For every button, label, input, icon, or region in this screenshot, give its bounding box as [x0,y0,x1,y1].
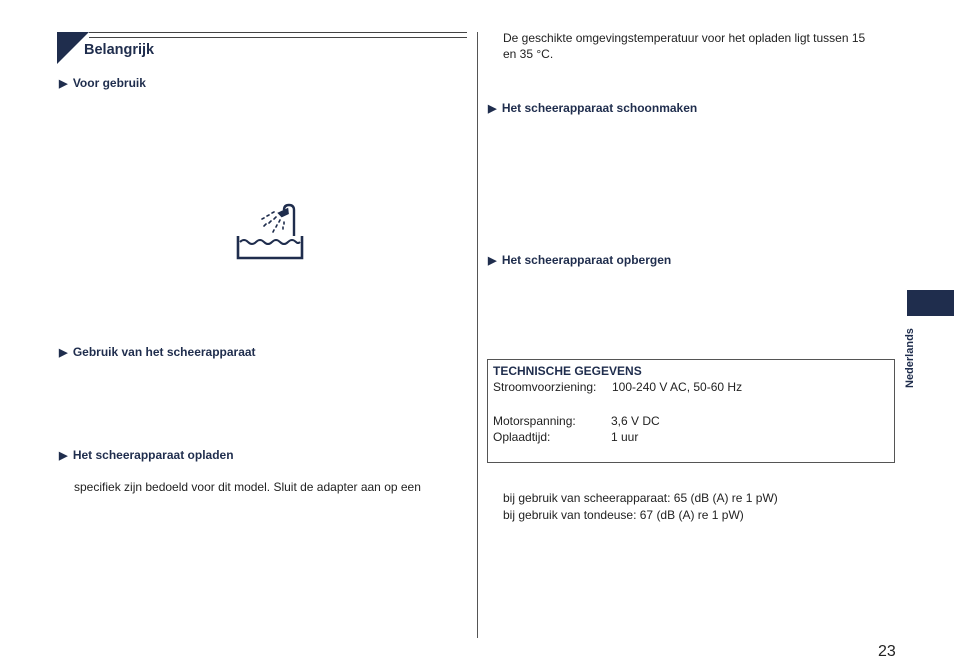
triangle-marker-icon: ▶ [488,255,497,267]
shower-bath-icon [234,202,306,264]
subheading-label: Gebruik van het scheerapparaat [72,345,256,359]
subheading-label: Het scheerapparaat opbergen [501,253,672,267]
subheading-schoonmaken [488,101,697,115]
specs-title: TECHNISCHE GEGEVENS [493,364,642,378]
noise-trimmer: bij gebruik van tondeuse: 67 (dB (A) re 1 pW) [503,508,744,522]
spec-row-charge-time [488,430,888,446]
section-heading-belangrijk: Belangrijk [84,42,155,58]
heading-rule-secondary [89,37,467,38]
triangle-marker-icon: ▶ [488,103,497,115]
column-divider [477,32,478,638]
triangle-marker-icon: ▶ [59,78,68,90]
spec-row-motor [488,414,888,430]
temperature-text-line-2: en 35 °C. [503,47,554,61]
spec-value: 100-240 V AC, 50-60 Hz [612,380,743,394]
heading-rule [89,32,467,33]
spec-value: 1 uur [611,430,639,444]
temperature-text-line-1: De geschikte omgevingstemperatuur voor het opladen ligt tussen 15 [503,31,866,45]
language-tab-marker [907,290,954,316]
page-number: 23 [878,643,896,660]
subheading-voor-gebruik [59,76,146,90]
subheading-label: Het scheerapparaat opladen [72,448,234,462]
triangle-marker-icon: ▶ [59,347,68,359]
technical-specs-box [487,359,895,463]
spec-label: Stroomvoorziening: [493,380,597,394]
subheading-gebruik [59,345,256,359]
triangle-marker-icon: ▶ [59,450,68,462]
subheading-label: Voor gebruik [72,76,146,90]
spec-label: Oplaadtijd: [493,430,551,444]
subheading-opbergen [488,253,671,267]
spec-value: 3,6 V DC [611,414,660,428]
language-tab-label: Nederlands [904,328,916,388]
subheading-opladen [59,448,234,462]
spec-label: Motorspanning: [493,414,576,428]
noise-shaver: bij gebruik van scheerapparaat: 65 (dB (A) re 1 pW) [503,491,778,505]
subheading-label: Het scheerapparaat schoonmaken [501,101,698,115]
charging-text: specifiek zijn bedoeld voor dit model. Sluit de adapter aan op een [74,480,421,494]
spec-row-power [488,380,888,396]
